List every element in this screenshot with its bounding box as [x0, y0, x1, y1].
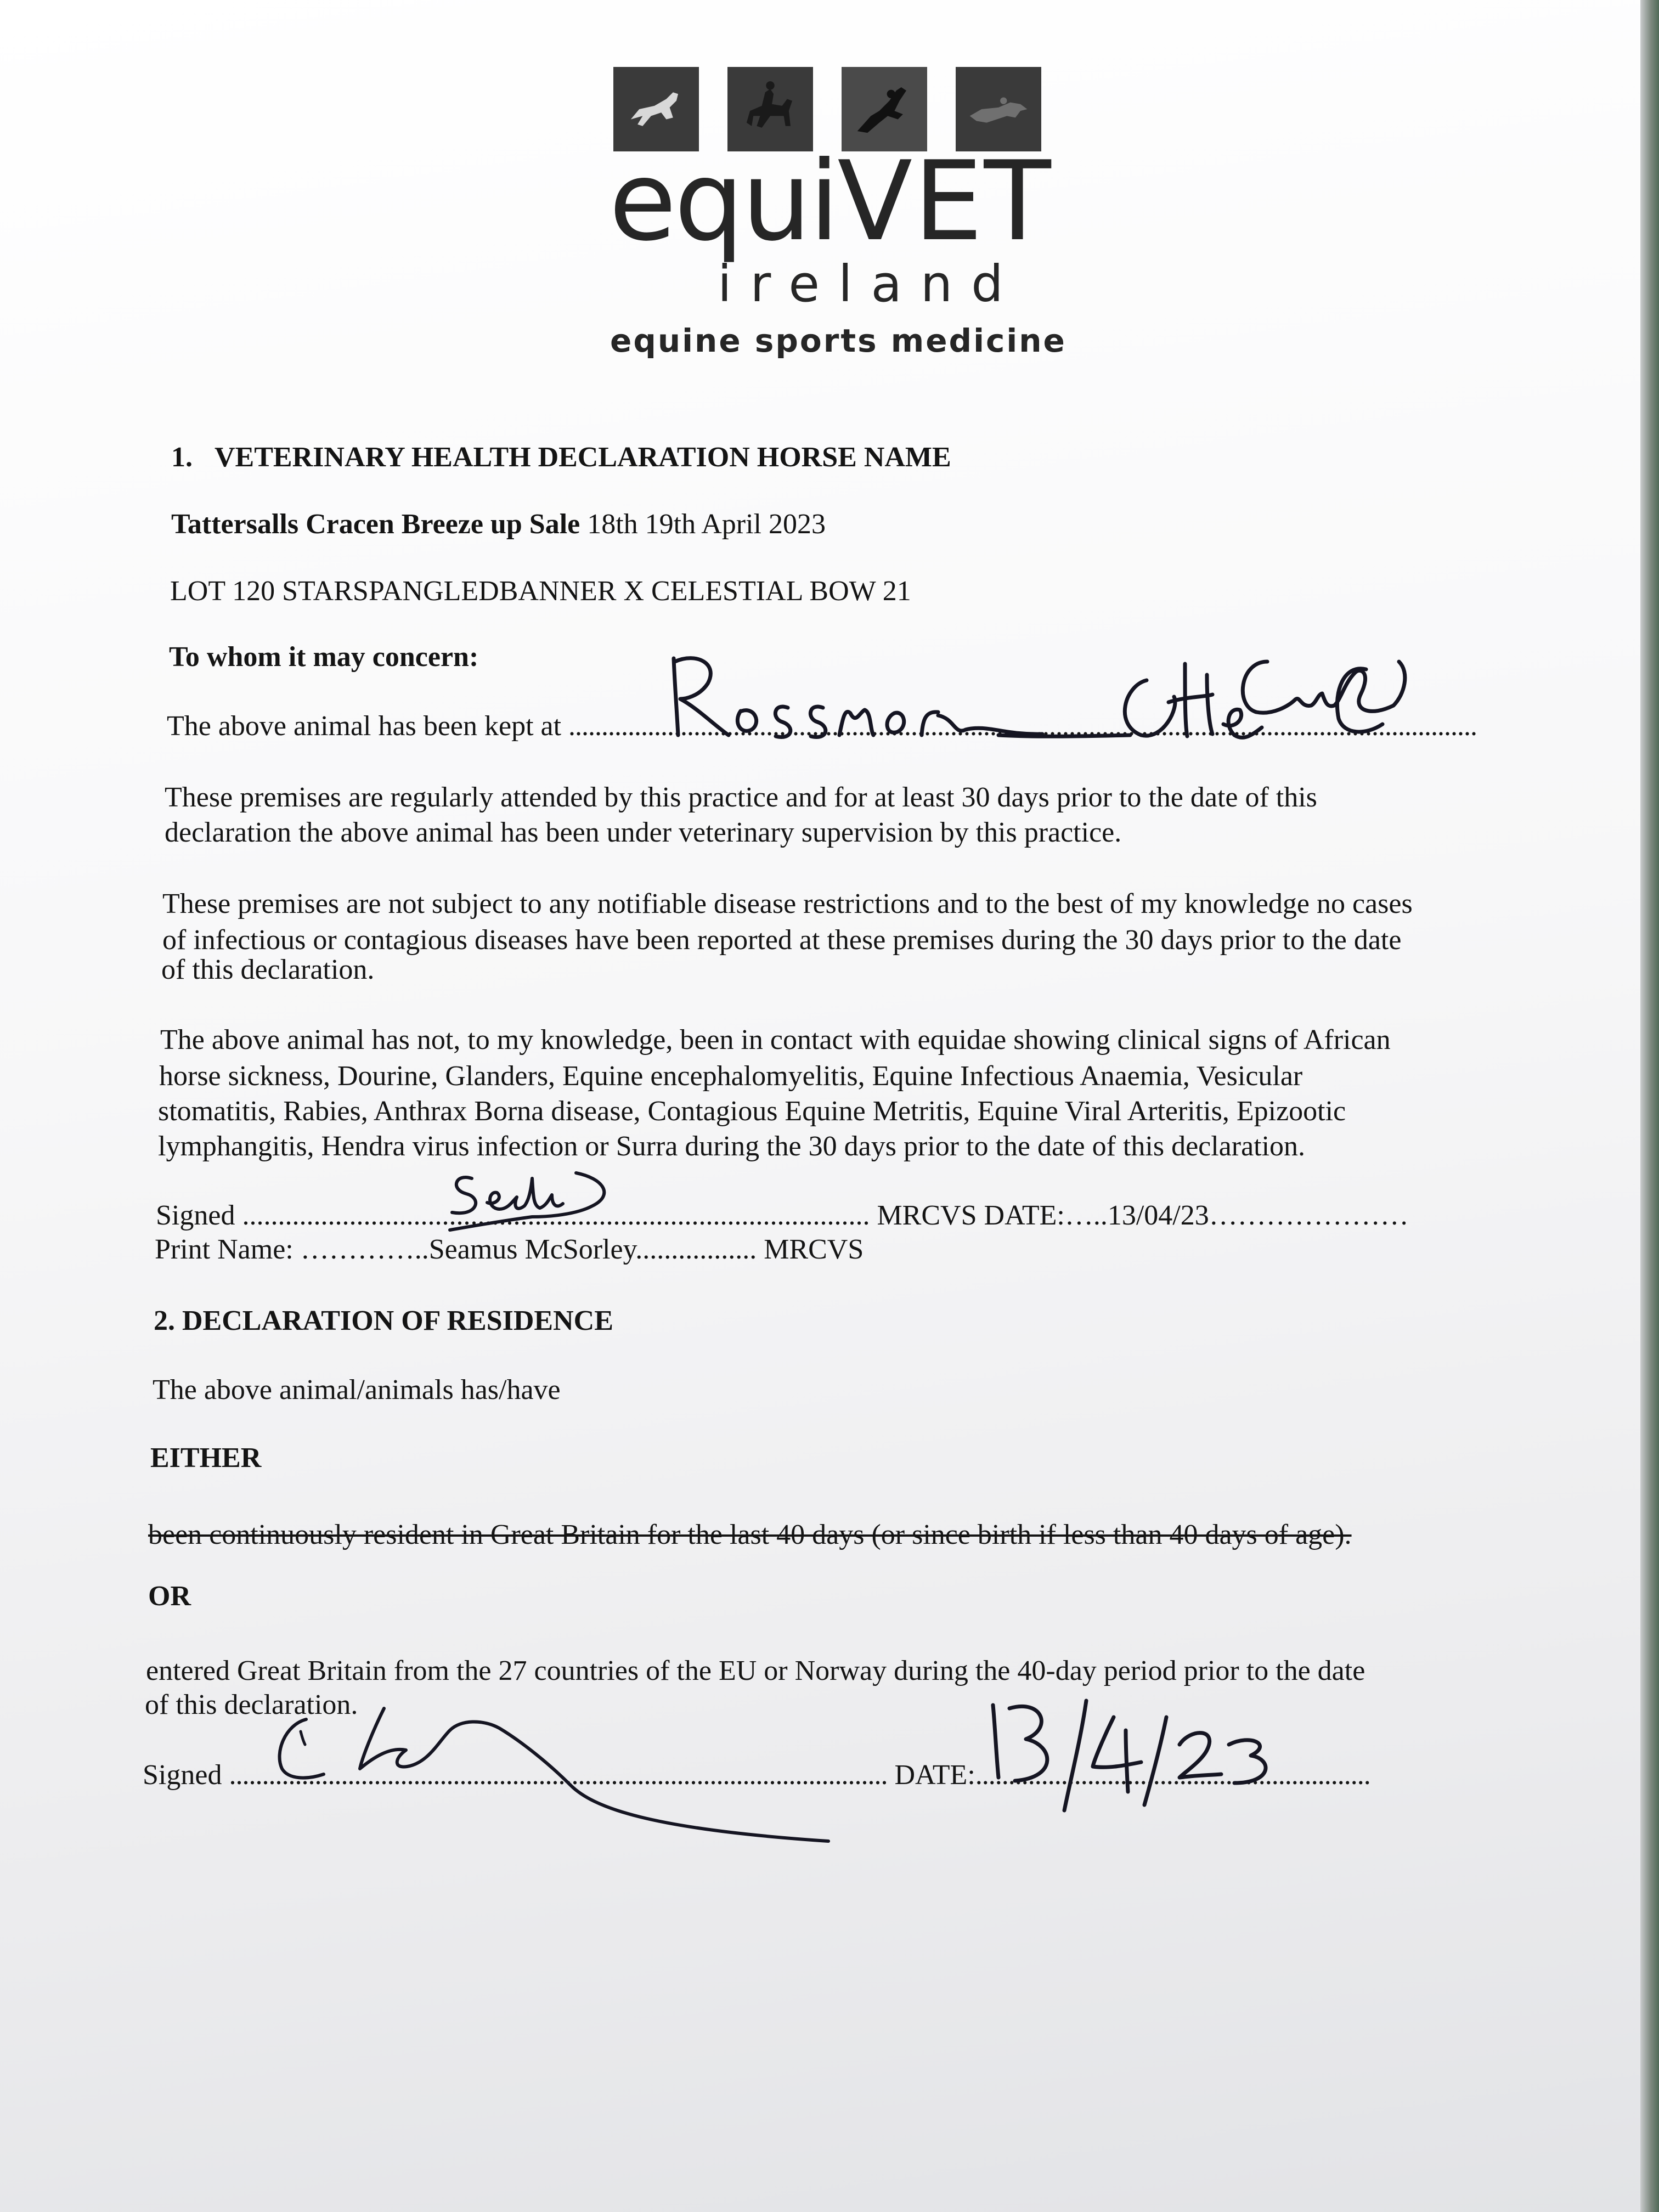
- logo-wordmark: equiVET: [609, 138, 1052, 266]
- para2-line3: of this declaration.: [161, 954, 375, 985]
- para2-line2: of infectious or contagious diseases have been reported at these premises during the 30 days prior to the date: [162, 924, 1402, 956]
- para1-line2: declaration the above animal has been under veterinary supervision by this practice.: [165, 817, 1122, 848]
- option2-line2: of this declaration.: [145, 1689, 358, 1720]
- handwritten-date: [977, 1695, 1284, 1821]
- vet-signature: [439, 1162, 625, 1233]
- struck-option: been continuously resident in Great Britain for the last 40 days (or since birth if less than 40 days of age).: [148, 1519, 1352, 1550]
- vet-signed-line: Signed ........................................................................................ MRCVS DATE:…..13/04/23…………………: [156, 1200, 1409, 1231]
- logo-country: ireland: [718, 255, 1022, 313]
- option2-line1: entered Great Britain from the 27 countries of the EU or Norway during the 40-day period prior to the date: [146, 1655, 1365, 1686]
- para1-line1: These premises are regularly attended by this practice and for at least 30 days prior to the date of this: [165, 782, 1317, 813]
- print-name-line: Print Name: …………..Seamus McSorley................. MRCVS: [155, 1234, 864, 1265]
- sale-line: Tattersalls Cracen Breeze up Sale 18th 19th April 2023: [171, 509, 826, 540]
- kept-at-line: The above animal has been kept at ..........................................................................................................................................: [167, 710, 1477, 742]
- lot-line: LOT 120 STARSPANGLEDBANNER X CELESTIAL BOW 21: [170, 575, 911, 607]
- section1-heading: 1. VETERINARY HEALTH DECLARATION HORSE NAME: [171, 442, 951, 473]
- logo-tagline: equine sports medicine: [610, 322, 1066, 359]
- owner-signature: [263, 1697, 845, 1846]
- background-edge: [1640, 0, 1659, 2212]
- para3-line4: lymphangitis, Hendra virus infection or Surra during the 30 days prior to the date of this declaration.: [158, 1131, 1306, 1162]
- para3-line2: horse sickness, Dourine, Glanders, Equine encephalomyelitis, Equine Infectious Anaemia, Vesicular: [159, 1060, 1303, 1092]
- para2-line1: These premises are not subject to any notifiable disease restrictions and to the best of my knowledge no cases: [162, 888, 1413, 919]
- either-label: EITHER: [150, 1442, 262, 1474]
- para3-line1: The above animal has not, to my knowledge, been in contact with equidae showing clinical signs of African: [160, 1024, 1391, 1056]
- or-label: OR: [148, 1581, 191, 1612]
- section2-heading: 2. DECLARATION OF RESIDENCE: [154, 1305, 613, 1336]
- para3-line3: stomatitis, Rabies, Anthrax Borna disease, Contagious Equine Metritis, Equine Viral Arteritis, Epizootic: [158, 1096, 1346, 1127]
- salutation: To whom it may concern:: [169, 641, 479, 673]
- handwritten-curragh: [1229, 651, 1426, 727]
- owner-signed-line: Signed .................................................................................................... DATE:............................................................: [143, 1759, 1370, 1791]
- residence-intro: The above animal/animals has/have: [153, 1374, 561, 1406]
